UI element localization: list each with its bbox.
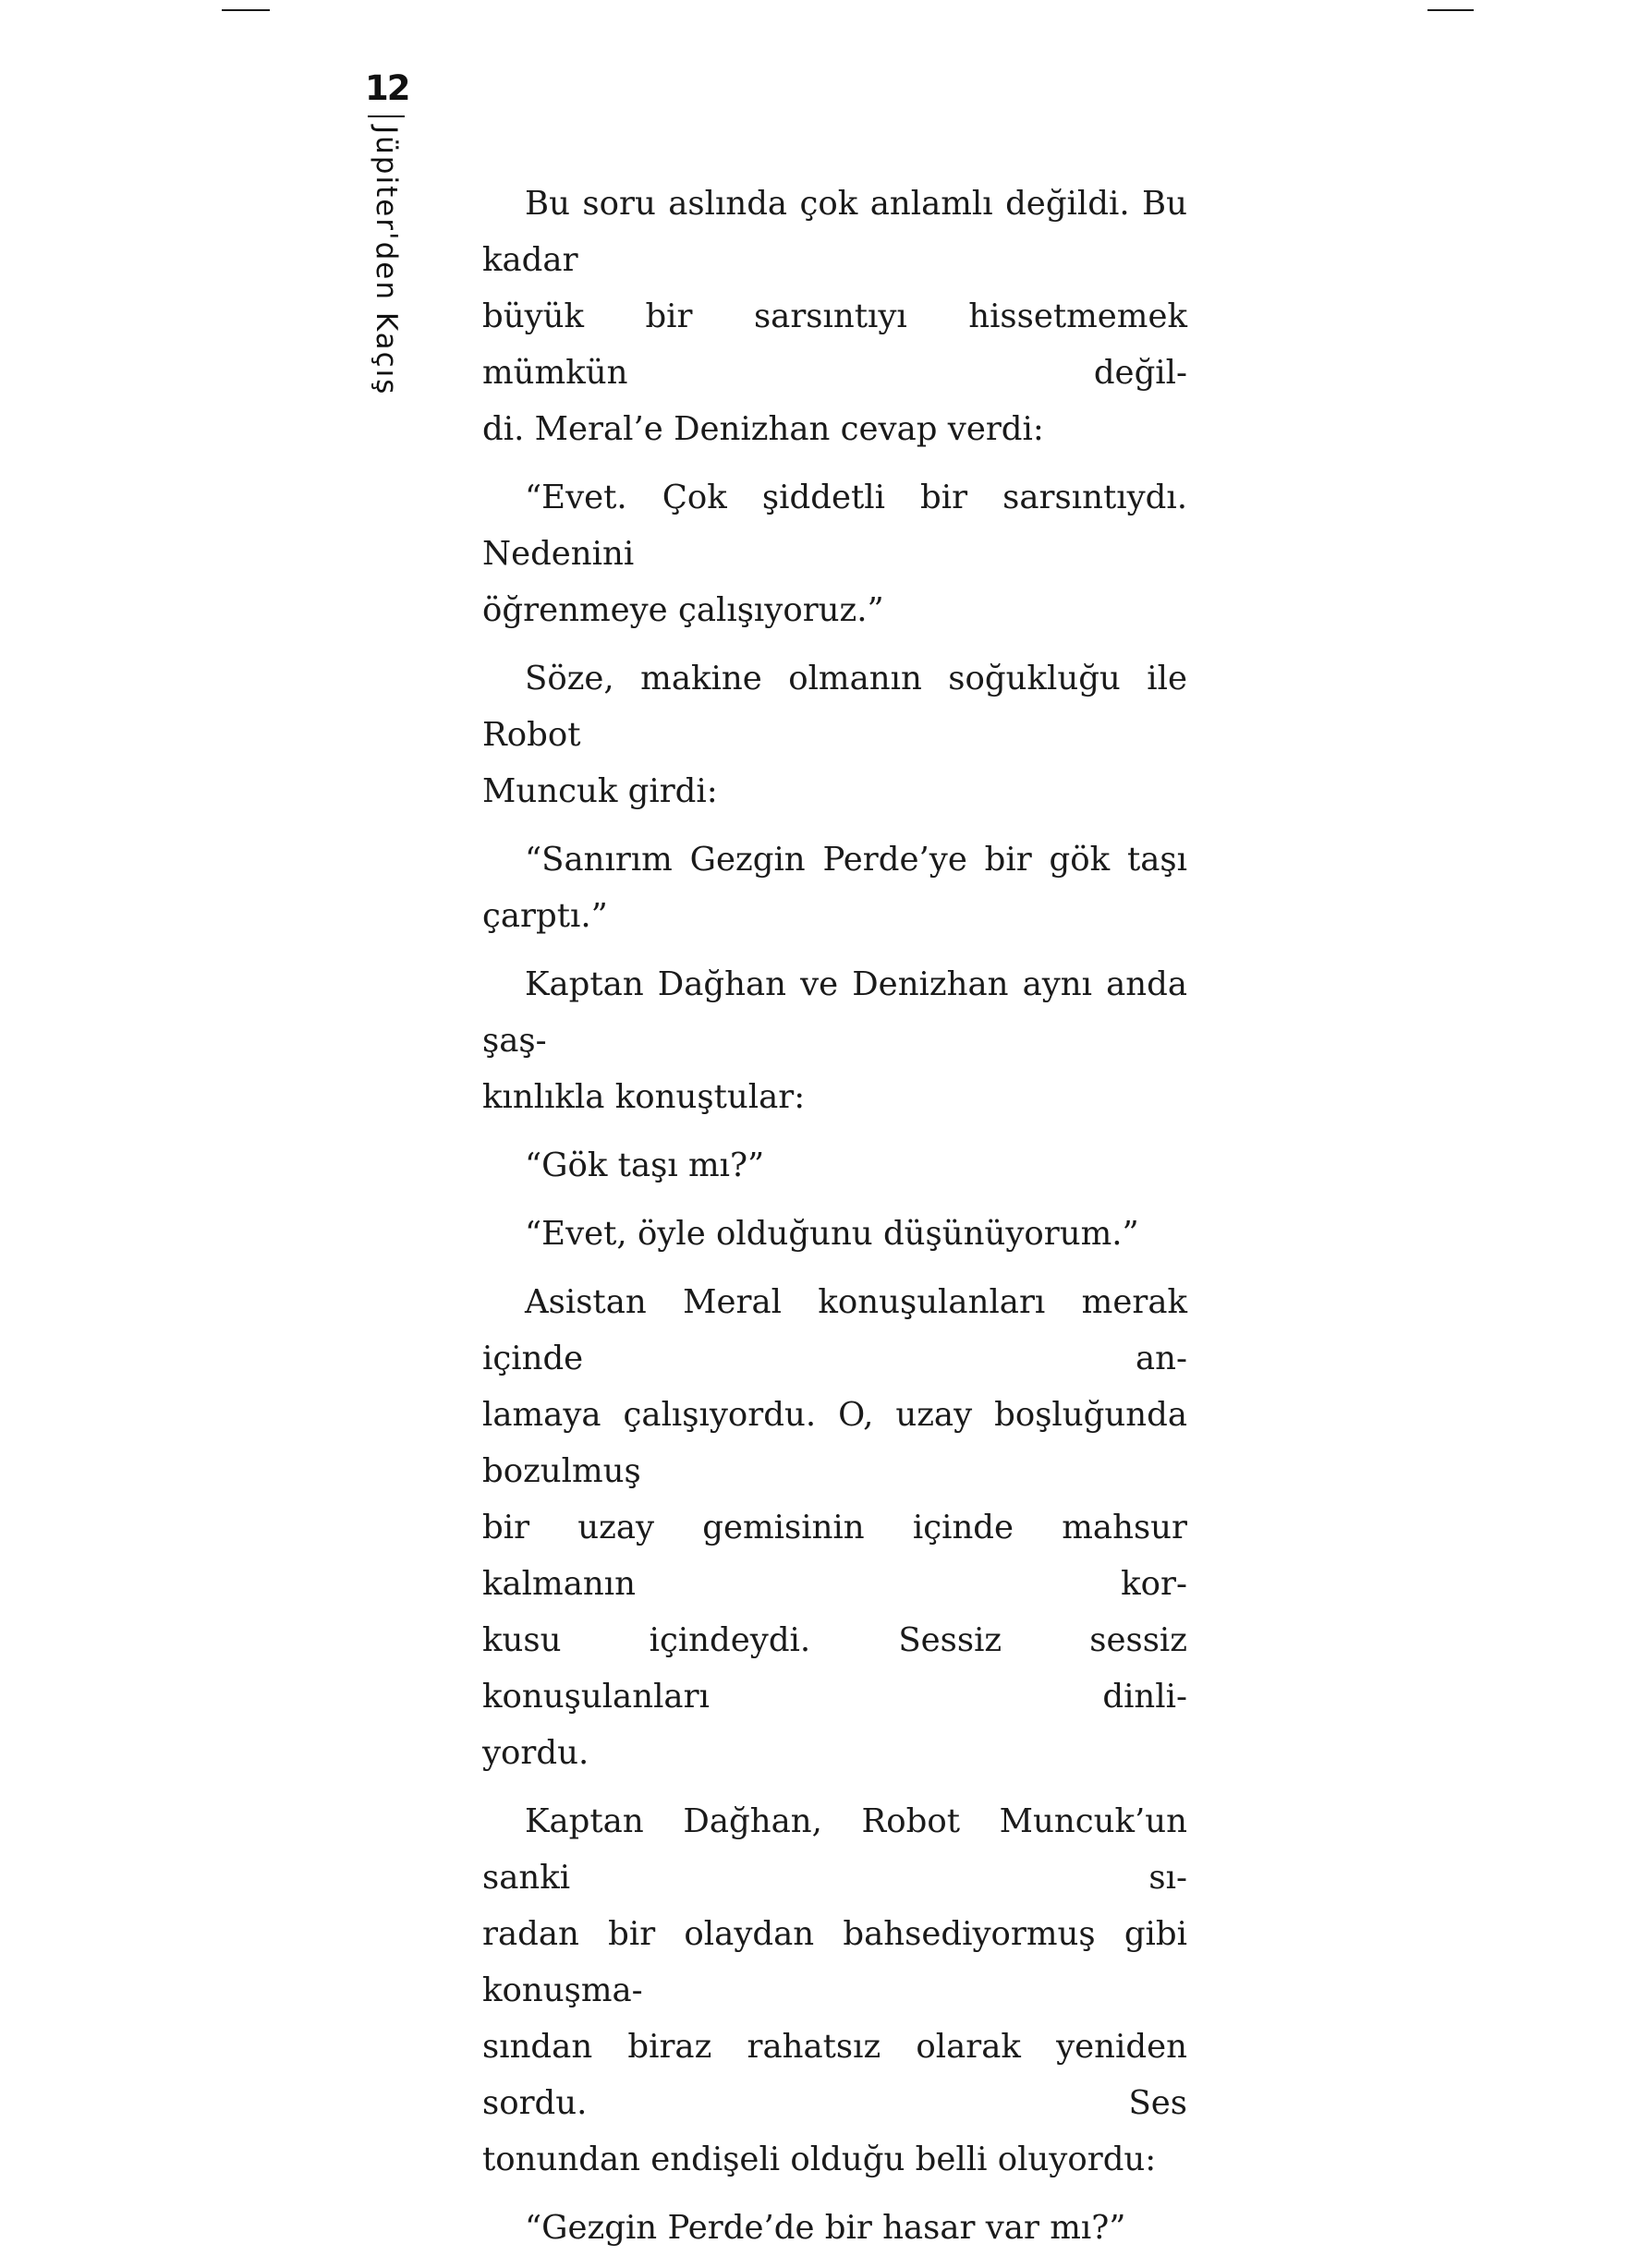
paragraph (482, 831, 1187, 944)
text-line: sından biraz rahatsız olarak yeniden sordu. Ses (482, 2028, 1187, 2122)
text-line: Kaptan Dağhan, Robot Muncuk’un sanki sı- (482, 1802, 1187, 1897)
paragraph (482, 956, 1187, 1125)
running-title: Jüpiter'den Kaçış (370, 126, 403, 396)
text-line: lamaya çalışıyordu. O, uzay boşluğunda bozulmuş (482, 1396, 1187, 1490)
crop-mark-left (222, 9, 270, 11)
text-line: “Gezgin Perde’de bir hasar var mı?” (525, 2209, 1126, 2247)
text-line: Muncuk girdi: (482, 772, 718, 810)
paragraph (482, 1274, 1187, 1781)
text-line: bir uzay gemisinin içinde mahsur kalmanın kor- (482, 1509, 1187, 1603)
folio-rule (368, 115, 405, 117)
paragraph (482, 176, 1187, 457)
text-line: kınlıkla konuştular: (482, 1078, 806, 1116)
paragraph (482, 2200, 1187, 2256)
text-line: “Sanırım Gezgin Perde’ye bir gök taşı çarptı.” (482, 841, 1187, 935)
paragraph (482, 1137, 1187, 1194)
paragraph (482, 1793, 1187, 2188)
text-line: tonundan endişeli olduğu belli oluyordu: (482, 2141, 1157, 2178)
paragraph (482, 469, 1187, 638)
text-line: Kaptan Dağhan ve Denizhan aynı anda şaş- (482, 965, 1187, 1060)
body-text (482, 176, 1187, 2268)
text-line: öğrenmeye çalışıyoruz.” (482, 591, 884, 629)
text-line: “Gök taşı mı?” (525, 1146, 765, 1184)
text-line: radan bir olaydan bahsediyormuş gibi konuşma- (482, 1915, 1187, 2009)
text-line: yordu. (482, 1734, 589, 1772)
text-line: Asistan Meral konuşulanları merak içinde an- (482, 1283, 1187, 1377)
text-line: di. Meral’e Denizhan cevap verdi: (482, 410, 1044, 448)
page-number: 12 (365, 68, 409, 108)
text-line: Bu soru aslında çok anlamlı değildi. Bu kadar (482, 185, 1187, 279)
text-line: Söze, makine olmanın soğukluğu ile Robot (482, 660, 1187, 754)
crop-mark-right (1427, 9, 1474, 11)
text-line: “Evet. Çok şiddetli bir sarsıntıydı. Nedenini (482, 479, 1187, 573)
text-line: “Evet, öyle olduğunu düşünüyorum.” (525, 1215, 1139, 1253)
text-line: kusu içindeydi. Sessiz sessiz konuşulanları dinli- (482, 1621, 1187, 1716)
paragraph (482, 650, 1187, 819)
paragraph (482, 1206, 1187, 1262)
text-line: büyük bir sarsıntıyı hissetmemek mümkün değil- (482, 297, 1187, 392)
